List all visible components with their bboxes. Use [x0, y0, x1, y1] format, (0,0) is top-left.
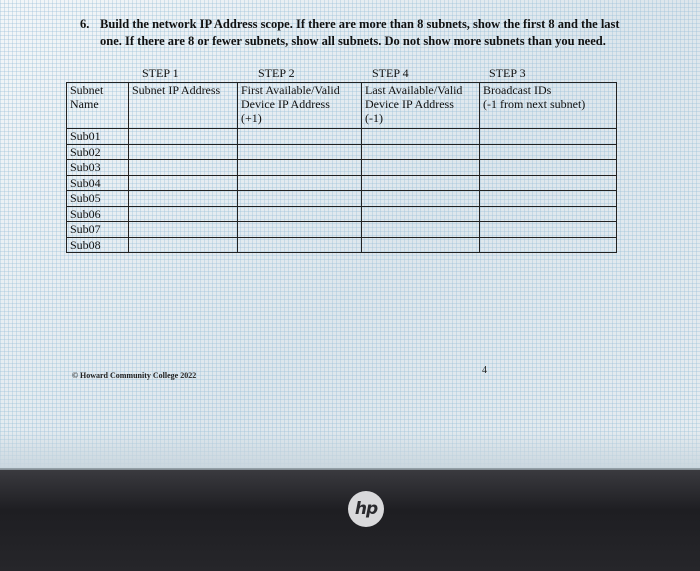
subnet-name-cell: Sub07: [67, 222, 129, 238]
first-valid-cell[interactable]: [238, 144, 362, 160]
screen-bottom-glare: [0, 430, 700, 470]
subnet-ip-cell[interactable]: [129, 160, 238, 176]
header-last-valid: [362, 83, 480, 129]
subnet-ip-cell[interactable]: [129, 191, 238, 207]
header-text: (+1): [241, 111, 262, 125]
subnet-ip-cell[interactable]: [129, 222, 238, 238]
instruction-line-1: Build the network IP Address scope. If there are more than 8 subnets, show the first 8 and the last: [100, 17, 620, 31]
last-valid-cell[interactable]: [362, 175, 480, 191]
header-first-valid: [238, 83, 362, 129]
hp-logo-text: hp: [354, 499, 378, 519]
step-label-1: STEP 1: [142, 66, 179, 80]
instruction-line-2: one. If there are 8 or fewer subnets, show all subnets. Do not show more subnets than you need.: [100, 34, 606, 48]
subnet-name-cell: Sub01: [67, 129, 129, 145]
first-valid-cell[interactable]: [238, 160, 362, 176]
last-valid-cell[interactable]: [362, 206, 480, 222]
subnet-table: [66, 82, 617, 253]
step-label-3: STEP 3: [489, 66, 526, 80]
broadcast-cell[interactable]: [480, 144, 617, 160]
header-broadcast: [480, 83, 617, 129]
broadcast-cell[interactable]: [480, 191, 617, 207]
question-number: 6.: [80, 17, 90, 31]
first-valid-cell[interactable]: [238, 175, 362, 191]
header-text: Broadcast IDs: [483, 83, 552, 97]
first-valid-cell[interactable]: [238, 237, 362, 253]
table-row: [67, 237, 617, 253]
header-text: Subnet IP Address: [132, 83, 221, 97]
header-subnet-ip: [129, 83, 238, 129]
subnet-name-cell: Sub04: [67, 175, 129, 191]
subnet-name-cell: Sub02: [67, 144, 129, 160]
last-valid-cell[interactable]: [362, 144, 480, 160]
step-label-4: STEP 4: [372, 66, 409, 80]
table-row: [67, 144, 617, 160]
page-number: 4: [482, 365, 487, 376]
subnet-ip-cell[interactable]: [129, 129, 238, 145]
header-text: Name: [70, 97, 99, 111]
broadcast-cell[interactable]: [480, 129, 617, 145]
first-valid-cell[interactable]: [238, 191, 362, 207]
question-instruction: [80, 16, 660, 50]
subnet-name-cell: Sub03: [67, 160, 129, 176]
table-header-row: [67, 83, 617, 129]
table-row: [67, 206, 617, 222]
subnet-name-cell: Sub08: [67, 237, 129, 253]
hp-logo-icon: [348, 491, 384, 527]
table-row: [67, 175, 617, 191]
first-valid-cell[interactable]: [238, 222, 362, 238]
broadcast-cell[interactable]: [480, 175, 617, 191]
first-valid-cell[interactable]: [238, 206, 362, 222]
first-valid-cell[interactable]: [238, 129, 362, 145]
table-row: [67, 129, 617, 145]
header-text: (-1 from next subnet): [483, 97, 586, 111]
broadcast-cell[interactable]: [480, 206, 617, 222]
broadcast-cell[interactable]: [480, 222, 617, 238]
header-text: Device IP Address: [241, 97, 330, 111]
subnet-ip-cell[interactable]: [129, 175, 238, 191]
table-row: [67, 222, 617, 238]
header-text: (-1): [365, 111, 383, 125]
header-text: Device IP Address: [365, 97, 454, 111]
laptop-bezel: [0, 470, 700, 571]
table-row: [67, 191, 617, 207]
subnet-name-cell: Sub06: [67, 206, 129, 222]
step-label-2: STEP 2: [258, 66, 295, 80]
header-text: Subnet: [70, 83, 104, 97]
last-valid-cell[interactable]: [362, 129, 480, 145]
last-valid-cell[interactable]: [362, 222, 480, 238]
last-valid-cell[interactable]: [362, 191, 480, 207]
subnet-name-cell: Sub05: [67, 191, 129, 207]
subnet-ip-cell[interactable]: [129, 206, 238, 222]
table-row: [67, 160, 617, 176]
last-valid-cell[interactable]: [362, 160, 480, 176]
copyright-footer: © Howard Community College 2022: [72, 371, 197, 380]
header-subnet-name: [67, 83, 129, 129]
subnet-ip-cell[interactable]: [129, 144, 238, 160]
last-valid-cell[interactable]: [362, 237, 480, 253]
subnet-ip-cell[interactable]: [129, 237, 238, 253]
step-labels: [66, 66, 620, 82]
header-text: First Available/Valid: [241, 83, 340, 97]
header-text: Last Available/Valid: [365, 83, 463, 97]
broadcast-cell[interactable]: [480, 237, 617, 253]
broadcast-cell[interactable]: [480, 160, 617, 176]
